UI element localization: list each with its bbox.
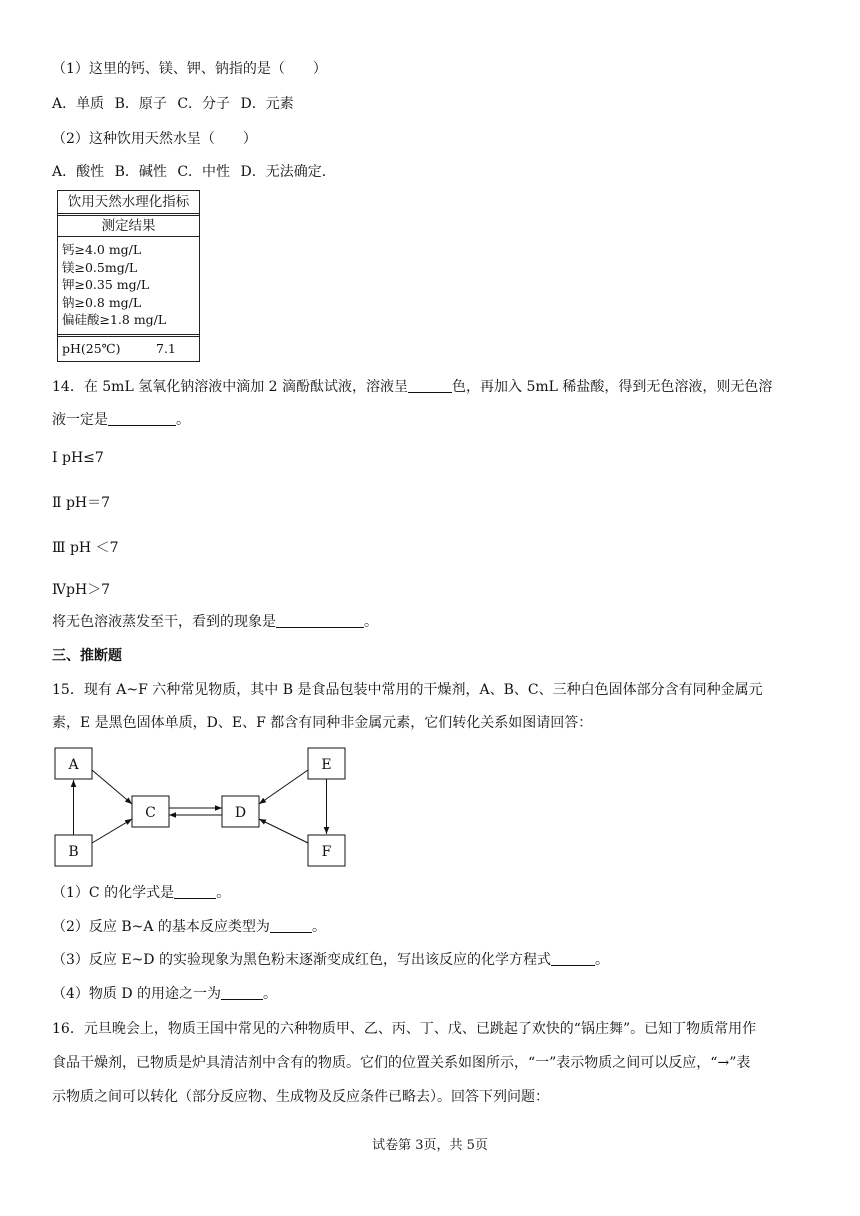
node-c: C — [145, 805, 156, 821]
table-row: 钠≥0.8 mg/L — [62, 294, 142, 310]
q14-choice-3: Ⅲ pH ＜7 — [52, 540, 119, 556]
answer-blank — [276, 613, 364, 628]
option-c: C．中性 — [177, 164, 231, 180]
q15-line1: 15．现有 A~F 六种常见物质，其中 B 是食品包装中常用的干燥剂，A、B、C、三种白色固体部分含有同种金属元 — [52, 682, 763, 698]
q13-sub2-options — [52, 163, 336, 181]
table-row: 钾≥0.35 mg/L — [62, 277, 150, 292]
arrow-a-to-c — [92, 770, 132, 804]
q15-relation-diagram — [52, 745, 352, 870]
node-d: D — [234, 805, 247, 821]
q15-text: 。 — [216, 885, 231, 901]
answer-blank — [174, 884, 216, 899]
page-footer: 试卷第 3页，共 5页 — [372, 1138, 488, 1153]
q15-text: （3）反应 E~D 的实验现象为黑色粉末逐渐变成红色，写出该反应的化学方程式 — [52, 952, 551, 968]
option-a: A．单质 — [52, 96, 105, 112]
q14-line2 — [52, 411, 190, 429]
option-d: D．无法确定． — [240, 164, 336, 180]
table-row: 镁≥0.5mg/L — [62, 259, 138, 275]
arrow-f-to-d — [259, 819, 308, 843]
q14-text: 14．在 5mL 氢氧化钠溶液中滴加 2 滴酚酞试液，溶液呈 — [52, 379, 409, 395]
q14-choice-4: ⅣpH＞7 — [52, 582, 111, 598]
q14-text: 。 — [176, 412, 190, 428]
q14-choice-1: Ⅰ pH≤7 — [52, 450, 104, 466]
q15-sub1 — [52, 884, 230, 902]
ph-label: pH(25℃) — [62, 341, 121, 356]
node-a: A — [68, 757, 79, 773]
q15-text: 。 — [311, 919, 326, 935]
table-row: 钙≥4.0 mg/L — [62, 242, 142, 257]
q16-line3: 示物质之间可以转化（部分反应物、生成物及反应条件已略去）。回答下列问题： — [52, 1089, 549, 1105]
q14-text: 将无色溶液蒸发至干，看到的现象是 — [52, 614, 276, 630]
table-row: 偏硅酸≥1.8 mg/L — [62, 312, 167, 327]
q15-sub4 — [52, 985, 277, 1003]
node-b: B — [68, 844, 79, 860]
q15-text: 。 — [594, 952, 609, 968]
q16-line1: 16．元旦晚会上，物质王国中常见的六种物质甲、乙、丙、丁、戊、已跳起了欢快的“锅庄舞”。已知丁物质常用作 — [52, 1021, 757, 1037]
node-e: E — [321, 757, 332, 773]
answer-blank — [551, 951, 595, 966]
table-subtitle: 测定结果 — [58, 216, 199, 237]
q15-sub3 — [52, 951, 609, 969]
q13-sub1: （1）这里的钙、镁、钾、钠指的是（ ） — [52, 61, 327, 77]
section-title: 三、推断题 — [52, 648, 122, 664]
answer-blank — [270, 918, 312, 933]
ph-value: 7.1 — [156, 341, 176, 356]
table-ph-row — [58, 334, 199, 361]
node-f: F — [321, 844, 332, 860]
q14-text: 液一定是 — [52, 412, 108, 428]
q15-text: （4）物质 D 的用途之一为 — [52, 986, 222, 1002]
q15-text: 。 — [263, 986, 278, 1002]
q13-sub2: （2）这种饮用天然水呈（ ） — [52, 131, 257, 147]
option-b: B．碱性 — [114, 164, 167, 180]
option-d: D．元素 — [240, 96, 294, 112]
answer-blank — [408, 378, 452, 393]
arrow-e-to-d — [259, 770, 308, 804]
answer-blank — [108, 411, 176, 426]
q14-text: 色，再加入 5mL 稀盐酸，得到无色溶液，则无色溶 — [452, 379, 773, 395]
q14-choice-2: Ⅱ pH＝7 — [52, 495, 111, 511]
option-a: A．酸性 — [52, 164, 105, 180]
q14-line3 — [52, 613, 378, 631]
answer-blank — [221, 985, 263, 1000]
arrow-b-to-c — [92, 819, 132, 843]
table-rows — [58, 237, 199, 333]
table-title: 饮用天然水理化指标 — [58, 191, 199, 216]
q13-sub1-options — [52, 95, 294, 113]
water-quality-table — [57, 190, 200, 362]
q15-line2: 素，E 是黑色固体单质，D、E、F 都含有同种非金属元素，它们转化关系如图请回答： — [52, 715, 593, 731]
q15-text: （2）反应 B~A 的基本反应类型为 — [52, 919, 270, 935]
option-c: C．分子 — [177, 96, 231, 112]
q15-text: （1）C 的化学式是 — [52, 885, 175, 901]
q14-line1 — [52, 378, 772, 396]
q14-text: 。 — [364, 614, 378, 630]
option-b: B．原子 — [114, 96, 167, 112]
q16-line2: 食品干燥剂，已物质是炉具清洁剂中含有的物质。它们的位置关系如图所示，“一”表示物质之间可以反应，“→”表 — [52, 1055, 751, 1071]
q15-sub2 — [52, 918, 326, 936]
